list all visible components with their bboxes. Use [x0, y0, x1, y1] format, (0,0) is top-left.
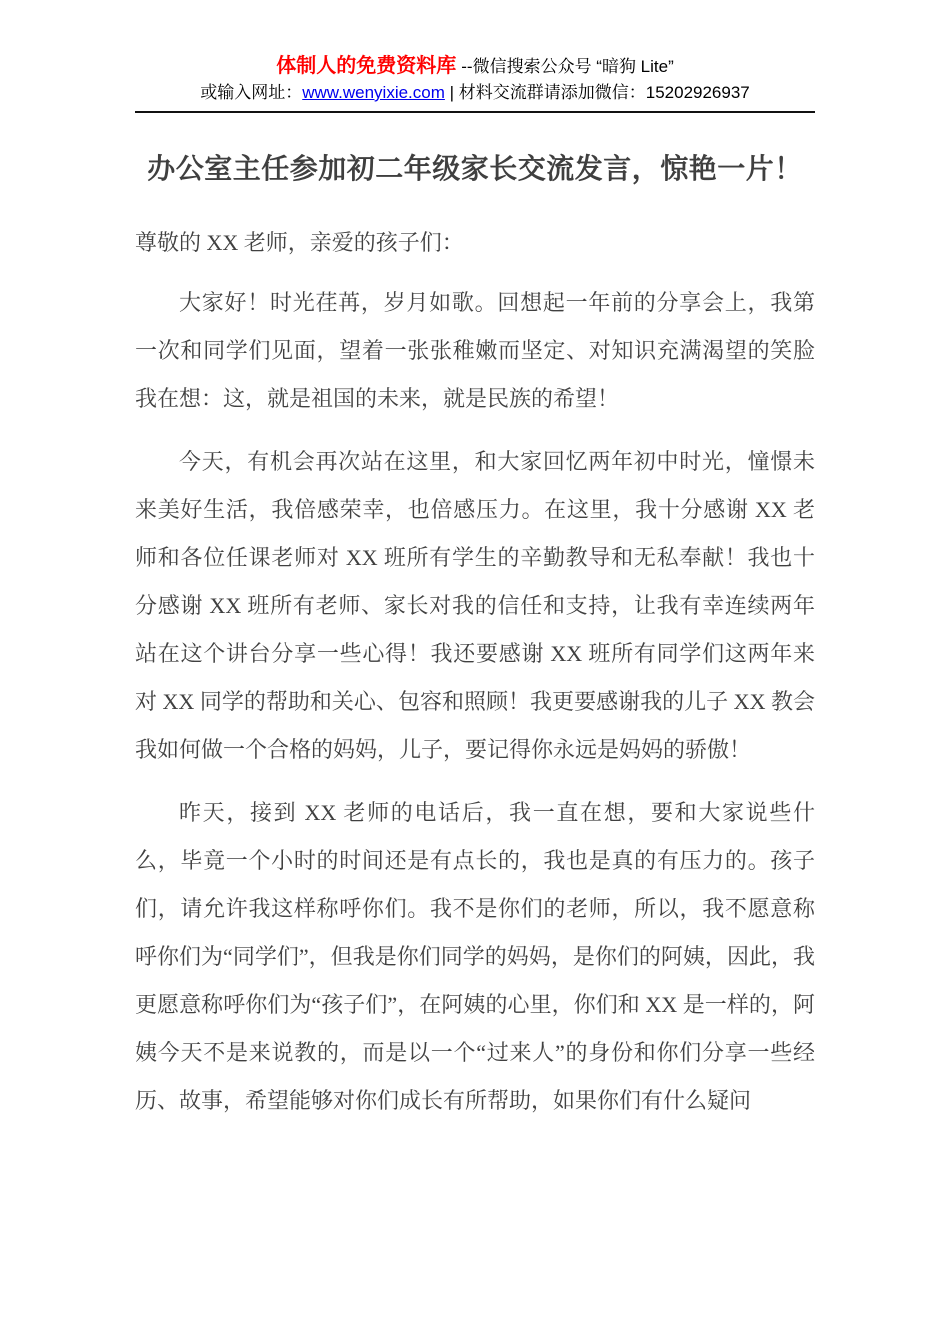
contact-suffix-label: | 材料交流群请添加微信：15202926937 [444, 83, 750, 102]
promo-header-line1 [135, 54, 815, 79]
promo-header [135, 0, 815, 113]
paragraph-thanks: 今天，有机会再次站在这里，和大家回忆两年初中时光，憧憬未来美好生活，我倍感荣幸，也倍感压力。在这里，我十分感谢 XX 老师和各位任课老师对 XX 班所有学生的辛勤教导和无私奉献！我也十分感谢 XX 班所有老师、家长对我的信任和支持，让我有幸连续两年站在这个讲台分享一些心得！我还要感谢 XX 班所有同学们这两年来对 XX 同学的帮助和关心、包容和照顾！我更要感谢我的儿子 XX 教会我如何做一个合格的妈妈，儿子，要记得你永远是妈妈的骄傲！ [135, 449, 815, 762]
brand-name: 体制人的免费资料库 [276, 55, 457, 77]
document-title: 办公室主任参加初二年级家长交流发言，惊艳一片！ [147, 153, 803, 184]
paragraph-yesterday: 昨天，接到 XX 老师的电话后，我一直在想，要和大家说些什么，毕竟一个小时的时间还是有点长的，我也是真的有压力的。孩子们，请允许我这样称呼你们。我不是你们的老师，所以，我不愿意称呼你们为“同学们”，但我是你们同学的妈妈，是你们的阿姨，因此，我更愿意称呼你们为“孩子们”，在阿姨的心里，你们和 XX 是一样的，阿姨今天不是来说教的，而是以一个“过来人”的身份和你们分享一些经历、故事，希望能够对你们成长有所帮助，如果你们有什么疑问 [135, 800, 815, 1113]
content-column [135, 0, 815, 1125]
paragraph-greeting: 大家好！时光荏苒，岁月如歌。回想起一年前的分享会上，我第一次和同学们见面，望着一张张稚嫩而坚定、对知识充满渴望的笑脸我在想：这，就是祖国的未来，就是民族的希望！ [135, 290, 815, 411]
website-link[interactable]: www.wenyixie.com [302, 83, 445, 102]
wechat-search-hint: --微信搜索公众号 “暗狗 Lite” [461, 57, 674, 76]
document-body [135, 149, 815, 1125]
url-prefix-label: 或输入网址： [200, 83, 303, 102]
salutation-line: 尊敬的 XX 老师，亲爱的孩子们： [135, 230, 464, 255]
promo-header-line2 [135, 81, 815, 105]
